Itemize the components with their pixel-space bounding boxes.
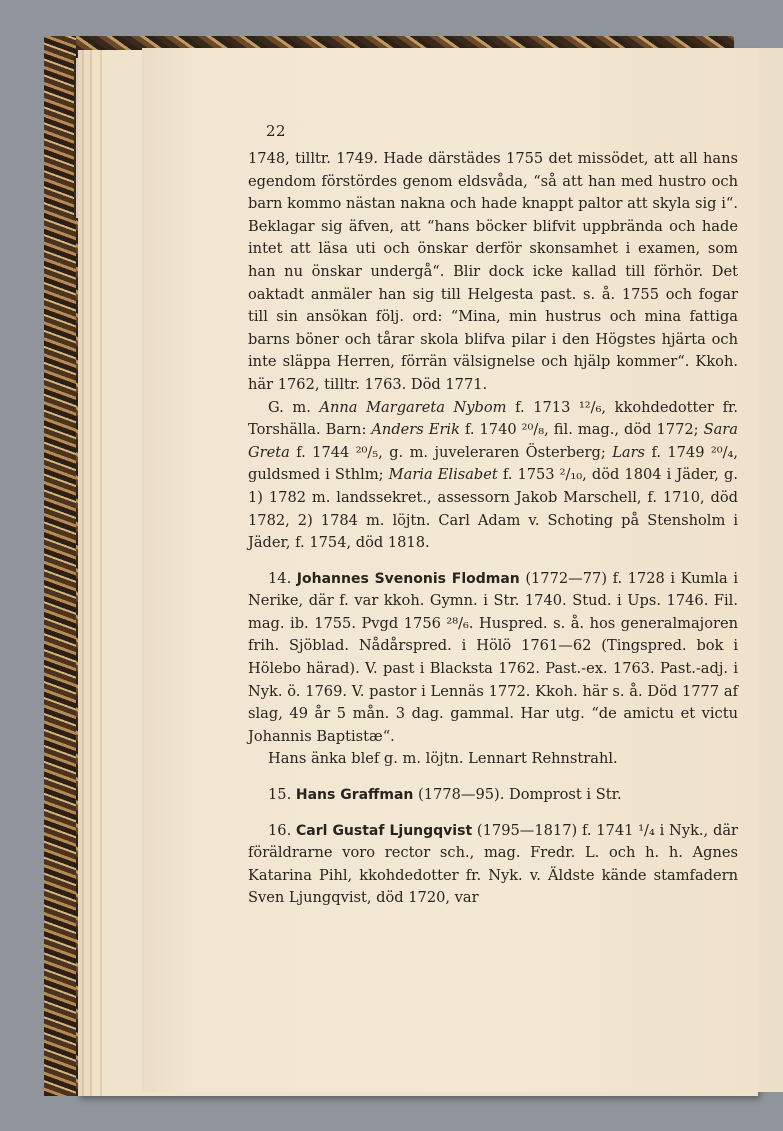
entry-name: Hans Graffman [295, 787, 414, 804]
text-segment: 1748, tilltr. 1749. Hade därstädes 1755 det missödet, att all hans egendom förstördes genom eldsvåda, “så att han med hustro och barn kommo nästan nakna och hade knappt paltor att skyla sig i“. Beklagar sig äfven, att “hans böcker blifvit uppbrända och hade intet att läsa uti och önskar derför skonsamhet i examen, som han nu önskar undergå“. Blir dock icke kallad till förhör. Det oaktadt anmäler han sig till Helgesta past. s. å. 1755 och fogar till sin ansökan följ. ord: “Mina, min hustrus och mina fattiga barns böner och tårar skola blifva pilar i den Högstes hjärta och inte släppa Herren, förrän välsignelse och hjälp kommer“. Kkoh. här 1762, tilltr. 1763. Död 1771. [248, 150, 738, 393]
text-segment: f. 1713 ¹²/₆, kkohdedotter fr. Torshälla. Barn: [248, 398, 738, 439]
marbled-cover-edge [44, 36, 76, 1096]
text-segment: (1772—77) f. 1728 i Kumla i Nerike, där f. var kkoh. Gymn. i Str. 1740. Stud. i Ups. 1746. Fil. mag. ib. 1755. Pvgd 1756 ²⁸/₆. Huspred. s. å. hos generalmajoren frih. Sjöblad. Nådårspred. i Hölö 1761—62 (Tingspred. bok i Hölebo härad). V. past i Blacksta 1762. Past.-ex. 1763. Past.-adj. i Nyk. ö. 1769. V. pastor i Lennäs 1772. Kkoh. här s. å. Död 1777 af slag, 49 år 5 mån. 3 dag. gammal. Har utg. “de amictu et victu Johannis Baptistæ“. [248, 569, 738, 745]
paragraph-p5 [248, 784, 738, 807]
italic-name: Anders Erik [371, 421, 460, 439]
italic-name: Anna Margareta Nybom [319, 398, 507, 416]
text-segment: f. 1753 ²/₁₀, död 1804 i Jäder, g. 1) 1782 m. landssekret., assessorn Jakob Marschell, f. 1710, död 1782, 2) 1784 m. löjtn. Carl Adam v. Schoting på Stensholm i Jäder, f. 1754, död 1818. [248, 466, 738, 552]
paragraph-gap [248, 771, 738, 784]
text-segment: 15. [268, 786, 296, 804]
text-segment: (1778—95). Domprost i Str. [413, 786, 622, 804]
book-page [142, 48, 758, 1092]
body-text [248, 148, 738, 910]
paragraph-gap [248, 555, 738, 568]
italic-name: Maria Elisabet [388, 466, 498, 484]
page-number: 22 [266, 122, 287, 140]
paragraph-p6 [248, 820, 738, 910]
paragraph-p1 [248, 148, 738, 397]
text-segment: 16. [268, 821, 296, 839]
paragraph-p2 [248, 397, 738, 555]
paragraph-p4 [248, 748, 738, 771]
text-segment: f. 1749 ²⁰/₄, guldsmed i Sthlm; [248, 443, 739, 484]
italic-name: Sara Greta [248, 421, 738, 461]
text-segment: G. m. [268, 398, 320, 416]
text-segment: f. 1744 ²⁰/₅, g. m. juveleraren Österberg; [289, 443, 613, 461]
entry-name: Carl Gustaf Ljungqvist [296, 822, 473, 839]
entry-name: Johannes Svenonis Flodman [296, 570, 520, 587]
italic-name: Lars [612, 443, 646, 461]
paragraph-p3 [248, 568, 738, 749]
text-segment: (1795—1817) f. 1741 ¹/₄ i Nyk., där föräldrarne voro rector sch., mag. Fredr. L. och h. h. Agnes Katarina Pihl, kkohdedotter fr. Nyk. v. Äldste kände stamfadern Sven Ljungqvist, död 1720, var [248, 821, 738, 907]
text-segment: Hans änka blef g. m. löjtn. Lennart Rehnstrahl. [268, 750, 618, 768]
text-segment: 14. [268, 569, 297, 587]
paragraph-gap [248, 807, 738, 820]
text-segment: f. 1740 ²⁰/₈, fil. mag., död 1772; [459, 421, 704, 439]
